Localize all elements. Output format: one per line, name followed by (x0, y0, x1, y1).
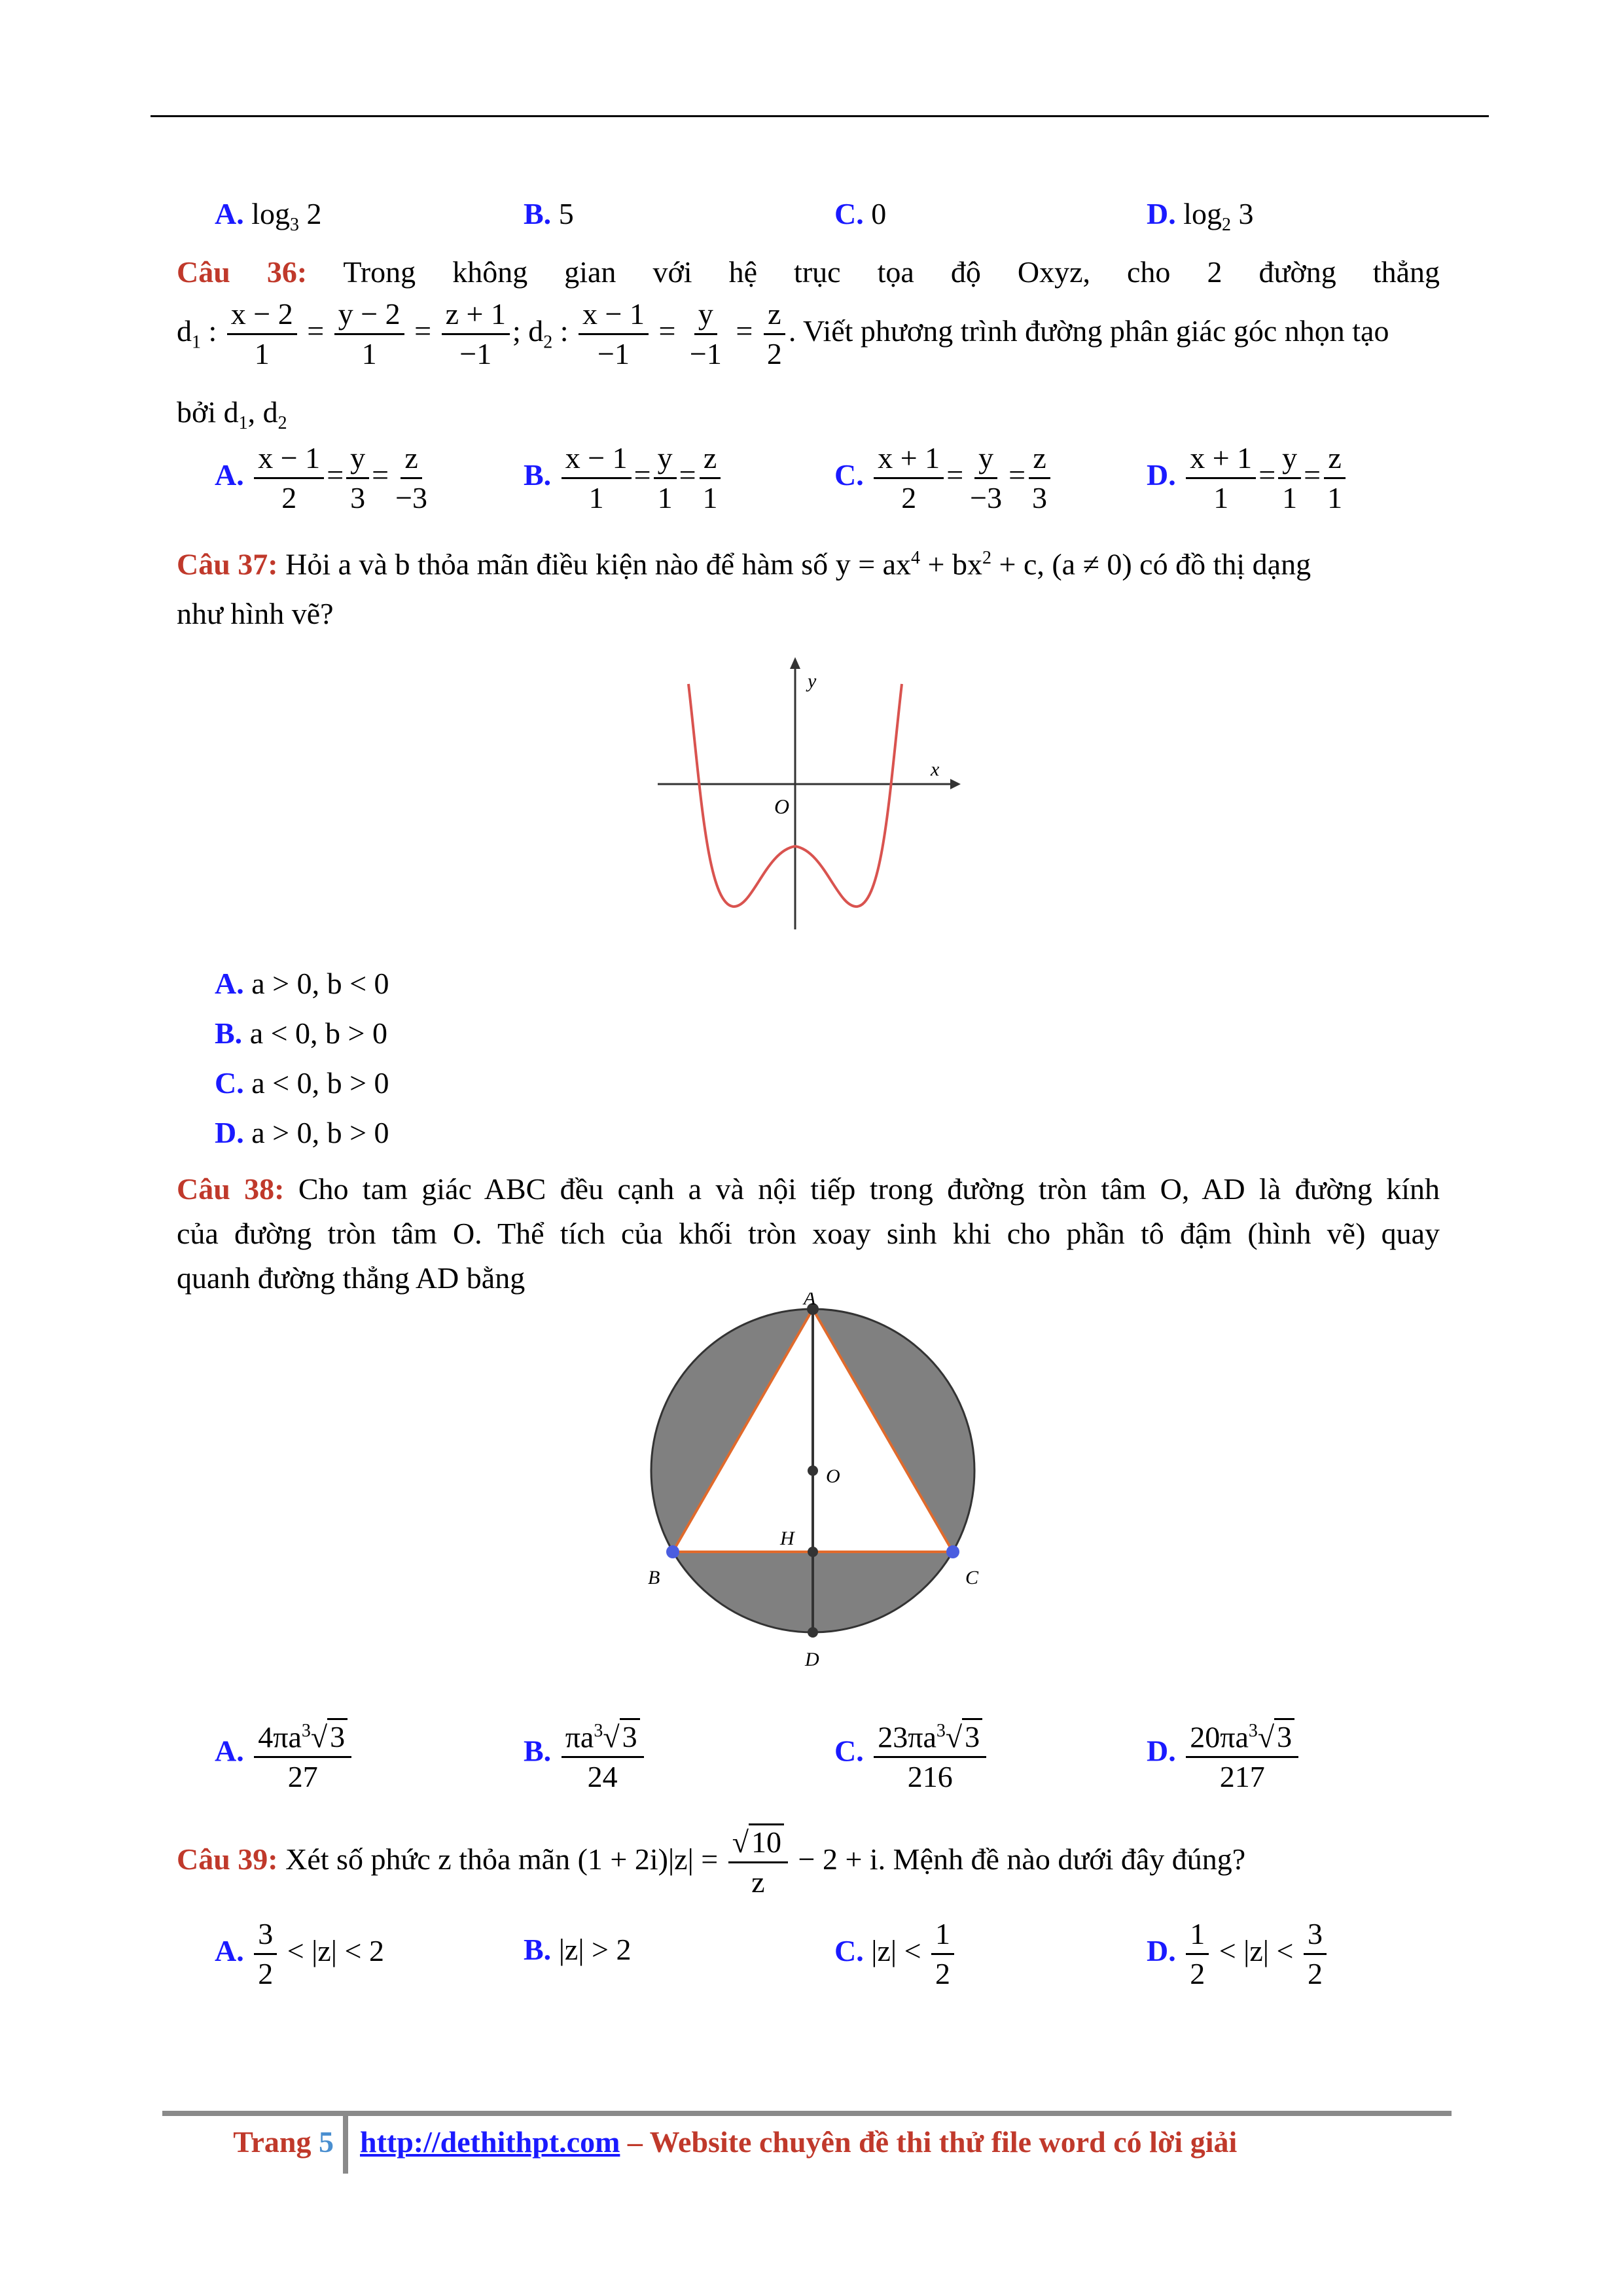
header-rule (151, 115, 1489, 117)
site-link[interactable]: http://dethithpt.com (360, 2125, 620, 2159)
question-text: Xét số phức z thỏa mãn (285, 1842, 571, 1876)
numerator: 4πa (258, 1720, 302, 1754)
numerator: x − 2 (227, 298, 297, 335)
label-c: C (965, 1567, 979, 1588)
numerator: x + 1 (1186, 442, 1256, 479)
option-subscript: 3 (290, 215, 300, 236)
option-text: 5 (558, 197, 574, 230)
option-text: < |z| < 2 (287, 1934, 384, 1968)
q36-option-d[interactable]: D. $\frac{x + 1}{1}$ = $\frac{y}{1}$ = $\frac{z}{1}$ (1147, 442, 1349, 514)
footer-divider (343, 2116, 348, 2174)
question-label: Câu 36: (177, 255, 308, 289)
numerator: y − 2 (334, 298, 404, 335)
superscript: 3 (936, 1721, 946, 1741)
numerator: y (694, 298, 717, 335)
formula: + c, (a ≠ 0) (991, 547, 1132, 581)
q36-line3: bởi $d_1$, $d_2$ (177, 395, 287, 434)
q35-option-a[interactable] (215, 196, 322, 236)
numerator: y (1278, 442, 1301, 479)
denominator: 1 (702, 481, 718, 514)
page-num: 5 (319, 2125, 334, 2159)
line-name: d (223, 395, 239, 429)
q39-option-c[interactable] (834, 1918, 957, 1990)
point-d (808, 1627, 818, 1638)
q39-option-b[interactable] (524, 1932, 631, 1967)
option-text: a > 0, b > 0 (251, 1116, 389, 1149)
numerator: x − 1 (562, 442, 632, 479)
numerator: 1 (1186, 1918, 1209, 1955)
option-label: C. (834, 1934, 864, 1968)
denominator: 2 (935, 1957, 951, 1990)
denominator: z (751, 1865, 765, 1899)
radicand: 3 (327, 1718, 348, 1753)
option-label: A. (215, 458, 244, 492)
denominator: 2 (901, 481, 917, 514)
option-label: B. (215, 1016, 243, 1050)
option-text: |z| > 2 (558, 1933, 632, 1966)
numerator: z (1029, 442, 1050, 479)
option-label: C. (834, 1734, 864, 1768)
q35-option-c[interactable] (834, 196, 886, 231)
q39-option-d[interactable] (1147, 1918, 1329, 1990)
page-label: Trang (233, 2125, 312, 2159)
numerator: 3 (254, 1918, 277, 1955)
numerator: y (654, 442, 677, 479)
denominator: 3 (350, 481, 366, 514)
numerator: z + 1 (442, 298, 510, 335)
frac (579, 298, 649, 370)
label-b: B (648, 1567, 660, 1588)
option-text: < |z| < (1219, 1934, 1294, 1968)
q37-option-d[interactable] (215, 1108, 389, 1158)
line-name: d (528, 314, 544, 348)
denominator: −3 (395, 481, 428, 514)
option-text: log (251, 197, 291, 230)
radicand: 10 (749, 1823, 784, 1859)
q38-options (0, 1715, 1623, 1793)
numerator: 3 (1304, 1918, 1327, 1955)
question-label: Câu 37: (177, 547, 278, 581)
q36-line1 (177, 251, 1440, 294)
option-label: C. (215, 1066, 244, 1100)
denominator: −3 (970, 481, 1003, 514)
option-label: D. (1147, 1934, 1176, 1968)
superscript: 3 (1248, 1721, 1258, 1741)
option-label: A. (215, 197, 244, 230)
page-footer (162, 2111, 1465, 2174)
q38-option-d[interactable]: D. $\frac{20\pi a^3√3}{217}$ (1147, 1715, 1301, 1793)
label-o: O (826, 1465, 840, 1487)
x-axis-label: x (931, 759, 940, 780)
q36-option-c[interactable]: C. $\frac{x + 1}{2}$ = $\frac{y}{-3}$ = $\frac{z}{3}$ (834, 442, 1054, 514)
denominator: 1 (1213, 481, 1229, 514)
numerator: 23πa (878, 1720, 936, 1754)
question-text: như hình vẽ? (177, 597, 334, 630)
denominator: 216 (907, 1760, 953, 1794)
option-label: B. (524, 458, 552, 492)
q37-option-a[interactable] (215, 959, 389, 1009)
point-c (946, 1545, 959, 1558)
option-label: A. (215, 967, 244, 1000)
line-subscript: 2 (277, 413, 287, 434)
option-label: A. (215, 1734, 244, 1768)
line-subscript: 2 (543, 332, 553, 353)
q35-option-d[interactable] (1147, 196, 1254, 236)
line-name: d (262, 395, 278, 429)
option-text: a < 0, b > 0 (249, 1016, 387, 1050)
page-number (162, 2116, 343, 2174)
numerator: x − 1 (254, 442, 324, 479)
line-subscript: 1 (192, 332, 201, 353)
radicand: 3 (1274, 1718, 1294, 1753)
numerator: x − 1 (579, 298, 649, 335)
question-text: quanh đường thẳng AD bằng (177, 1261, 526, 1295)
formula: y = ax (835, 547, 912, 581)
denominator: 2 (258, 1957, 274, 1990)
q36-option-b[interactable]: B. $\frac{x - 1}{1}$ = $\frac{y}{1}$ = $\frac{z}{1}$ (524, 442, 724, 514)
denominator: 3 (1032, 481, 1048, 514)
superscript: 2 (982, 548, 991, 568)
question-text: bởi (177, 395, 224, 429)
option-label: C. (834, 197, 864, 230)
denominator: 217 (1219, 1760, 1265, 1794)
label-h: H (780, 1528, 794, 1549)
frac (334, 298, 404, 370)
numerator: z (700, 442, 721, 479)
option-text: 0 (871, 197, 887, 230)
q38-text (177, 1167, 1440, 1300)
denominator: −1 (689, 337, 722, 370)
option-label: B. (524, 1734, 552, 1768)
question-text: Trong không gian với hệ trục tọa độ Oxyz, cho 2 đường thẳng (343, 255, 1440, 289)
q38-option-a[interactable]: A. $\frac{4\pi a^3√3}{27}$ (215, 1715, 354, 1793)
question-text: . Viết phương trình đường phân giác góc nhọn tạo (788, 314, 1389, 348)
numerator: z (764, 298, 785, 335)
formula: + bx (920, 547, 982, 581)
numerator: 1 (931, 1918, 954, 1955)
q38-option-b[interactable]: B. $\frac{\pi a^3√3}{24}$ (524, 1715, 647, 1793)
q37-line1 (177, 537, 1446, 586)
q36-options (0, 442, 1623, 520)
denominator: 1 (1282, 481, 1298, 514)
formula: − 2 + i. (798, 1842, 886, 1876)
option-label: D. (1147, 197, 1176, 230)
denominator: −1 (459, 337, 492, 370)
question-text: của đường tròn tâm O. Thể tích của khối tròn xoay sinh khi cho phần tô đậm (hình vẽ) quay (177, 1217, 1440, 1250)
question-label: Câu 39: (177, 1842, 278, 1876)
q38-figure (628, 1293, 982, 1685)
option-label: D. (1147, 1734, 1176, 1768)
option-label: C. (834, 458, 864, 492)
frac (227, 298, 297, 370)
radicand: 3 (620, 1718, 640, 1753)
radicand: 3 (962, 1718, 982, 1753)
frac (763, 298, 786, 370)
x-axis-arrow-icon (950, 779, 961, 789)
question-label: Câu 38: (177, 1172, 285, 1206)
option-text: 3 (1231, 197, 1254, 230)
q37-graph (648, 655, 962, 942)
denominator: 2 (1307, 1957, 1323, 1990)
site-tagline: – Website chuyên đề thi thử file word có lời giải (620, 2125, 1238, 2159)
numerator: y (346, 442, 369, 479)
option-text: a > 0, b < 0 (251, 967, 389, 1000)
point-o (808, 1465, 818, 1476)
formula: (1 + 2i)|z| = (577, 1842, 719, 1876)
q37-options (215, 959, 389, 1158)
option-text: log (1183, 197, 1222, 230)
y-axis-arrow-icon (790, 657, 800, 669)
option-label: D. (1147, 458, 1176, 492)
superscript: 4 (911, 548, 921, 568)
option-subscript: 2 (1222, 215, 1232, 236)
q37-option-c[interactable] (215, 1058, 389, 1108)
denominator: 1 (361, 337, 377, 370)
frac (442, 298, 510, 370)
q39-line: Câu 39: Xét số phức z thỏa mãn (1 + 2i)|z| = $\frac{√10}{z}$ − 2 + i. Mệnh đề nào dưới đây đúng? (177, 1826, 1245, 1899)
q36-line2: $d_1$ : $\frac{x - 2}{1}$ = $\frac{y - 2}{1}$ = $\frac{z + 1}{-1}$ ; $d_2$ : $\frac{x - 1}{-1}$ = $\frac{y}{-1}$ = $\frac{z}{2}$ . Viết phương trình đường phân giác góc nhọn tạo (177, 297, 1389, 370)
q39-option-a[interactable] (215, 1918, 384, 1990)
denominator: 2 (281, 481, 297, 514)
label-d: D (805, 1649, 819, 1670)
q38-option-c[interactable]: C. $\frac{23\pi a^3√3}{216}$ (834, 1715, 989, 1793)
option-text: a < 0, b > 0 (251, 1066, 389, 1100)
denominator: 2 (766, 337, 782, 370)
option-text: |z| < (871, 1934, 921, 1968)
question-text: Cho tam giác ABC đều cạnh a và nội tiếp trong đường tròn tâm O, AD là đường kính (298, 1172, 1440, 1206)
denominator: 1 (1327, 481, 1343, 514)
denominator: 1 (657, 481, 673, 514)
option-label: B. (524, 1933, 552, 1966)
point-h (808, 1547, 818, 1557)
numerator: y (974, 442, 997, 479)
question-text: Hỏi a và b thỏa mãn điều kiện nào để hàm số (285, 547, 829, 581)
denominator: 1 (588, 481, 604, 514)
option-label: B. (524, 197, 552, 230)
denominator: 24 (587, 1760, 618, 1794)
q35-option-b[interactable] (524, 196, 574, 231)
denominator: 1 (254, 337, 270, 370)
footer-rule (162, 2111, 1452, 2116)
numerator: x + 1 (874, 442, 944, 479)
q39-options (0, 1918, 1623, 1996)
denominator: 2 (1190, 1957, 1205, 1990)
superscript: 3 (301, 1721, 311, 1741)
point-b (666, 1545, 679, 1558)
line-subscript: 1 (238, 413, 248, 434)
numerator: πa (565, 1720, 594, 1754)
line-name: d (177, 314, 192, 348)
label-a: A (804, 1293, 816, 1309)
q37-option-b[interactable] (215, 1009, 389, 1058)
numerator: 20πa (1190, 1720, 1249, 1754)
q36-option-a[interactable]: A. $\frac{x - 1}{2}$ = $\frac{y}{3}$ = $\frac{z}{-3}$ (215, 442, 434, 514)
denominator: −1 (597, 337, 630, 370)
numerator: z (401, 442, 421, 479)
q37-line2 (177, 592, 334, 636)
option-label: A. (215, 1934, 244, 1968)
origin-label: O (774, 795, 790, 818)
option-text: 2 (299, 197, 322, 230)
option-label: D. (215, 1116, 244, 1149)
numerator: z (1324, 442, 1345, 479)
frac (686, 298, 726, 370)
question-text: Mệnh đề nào dưới đây đúng? (893, 1842, 1246, 1876)
superscript: 3 (594, 1721, 603, 1741)
denominator: 27 (287, 1760, 318, 1794)
question-text: có đồ thị dạng (1139, 547, 1311, 581)
y-axis-label: y (808, 670, 817, 692)
